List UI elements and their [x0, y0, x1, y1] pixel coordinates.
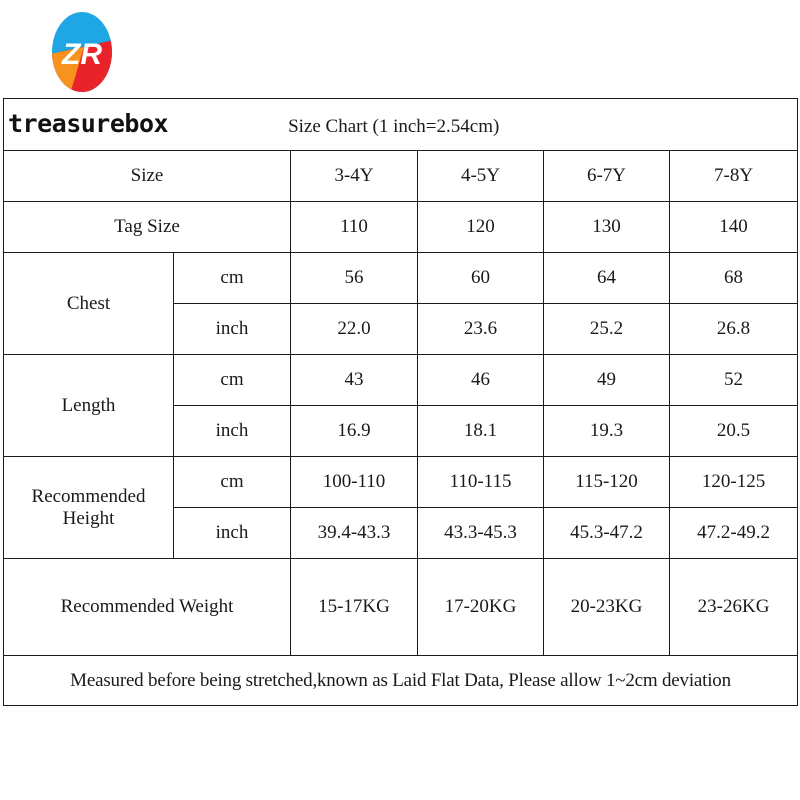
logo-letters: ZR	[62, 38, 102, 71]
length-cm-unit: cm	[174, 355, 291, 406]
height-inch-value: 47.2-49.2	[670, 508, 798, 559]
chest-inch-value: 25.2	[544, 304, 670, 355]
tag-size-value: 120	[418, 202, 544, 253]
chart-title: Size Chart (1 inch=2.54cm)	[288, 116, 500, 138]
length-inch-value: 19.3	[544, 406, 670, 457]
chest-inch-value: 23.6	[418, 304, 544, 355]
zr-logo-icon	[50, 10, 114, 94]
size-value: 7-8Y	[670, 151, 798, 202]
length-cm-value: 49	[544, 355, 670, 406]
height-cm-value: 120-125	[670, 457, 798, 508]
size-value: 6-7Y	[544, 151, 670, 202]
brand-logo	[50, 10, 114, 94]
length-inch-value: 16.9	[291, 406, 418, 457]
recommended-height-label-line1: Recommended	[31, 485, 146, 507]
height-cm-value: 110-115	[418, 457, 544, 508]
chest-cm-unit: cm	[174, 253, 291, 304]
tag-size-value: 140	[670, 202, 798, 253]
chest-cm-value: 68	[670, 253, 798, 304]
size-chart-table	[3, 98, 798, 706]
length-label: Length	[4, 355, 174, 457]
weight-row	[4, 559, 798, 656]
tag-size-label: Tag Size	[4, 202, 291, 253]
length-inch-value: 18.1	[418, 406, 544, 457]
weight-value: 20-23KG	[544, 559, 670, 656]
tag-size-row	[4, 202, 798, 253]
tag-size-value: 130	[544, 202, 670, 253]
recommended-height-label	[4, 457, 174, 559]
chest-inch-value: 26.8	[670, 304, 798, 355]
chest-cm-value: 60	[418, 253, 544, 304]
recommended-weight-label: Recommended Weight	[4, 559, 291, 656]
length-cm-value: 43	[291, 355, 418, 406]
weight-value: 23-26KG	[670, 559, 798, 656]
height-cm-row	[4, 457, 798, 508]
height-inch-value: 45.3-47.2	[544, 508, 670, 559]
size-value: 4-5Y	[418, 151, 544, 202]
size-value: 3-4Y	[291, 151, 418, 202]
chest-cm-row	[4, 253, 798, 304]
size-label: Size	[4, 151, 291, 202]
height-inch-unit: inch	[174, 508, 291, 559]
weight-value: 17-20KG	[418, 559, 544, 656]
chest-cm-value: 56	[291, 253, 418, 304]
chest-label: Chest	[4, 253, 174, 355]
footer-row	[4, 656, 798, 706]
length-cm-row	[4, 355, 798, 406]
measurement-note: Measured before being stretched,known as Laid Flat Data, Please allow 1~2cm deviation	[4, 656, 798, 706]
height-inch-value: 43.3-45.3	[418, 508, 544, 559]
weight-value: 15-17KG	[291, 559, 418, 656]
height-cm-value: 115-120	[544, 457, 670, 508]
length-cm-value: 46	[418, 355, 544, 406]
title-row	[4, 99, 798, 151]
title-cell	[4, 99, 798, 151]
height-inch-value: 39.4-43.3	[291, 508, 418, 559]
height-cm-value: 100-110	[291, 457, 418, 508]
chest-inch-value: 22.0	[291, 304, 418, 355]
tag-size-value: 110	[291, 202, 418, 253]
recommended-height-label-line2: Height	[62, 507, 115, 529]
chest-inch-unit: inch	[174, 304, 291, 355]
brand-name: treasurebox	[8, 109, 169, 139]
length-inch-value: 20.5	[670, 406, 798, 457]
chest-cm-value: 64	[544, 253, 670, 304]
length-inch-unit: inch	[174, 406, 291, 457]
size-row	[4, 151, 798, 202]
length-cm-value: 52	[670, 355, 798, 406]
height-cm-unit: cm	[174, 457, 291, 508]
